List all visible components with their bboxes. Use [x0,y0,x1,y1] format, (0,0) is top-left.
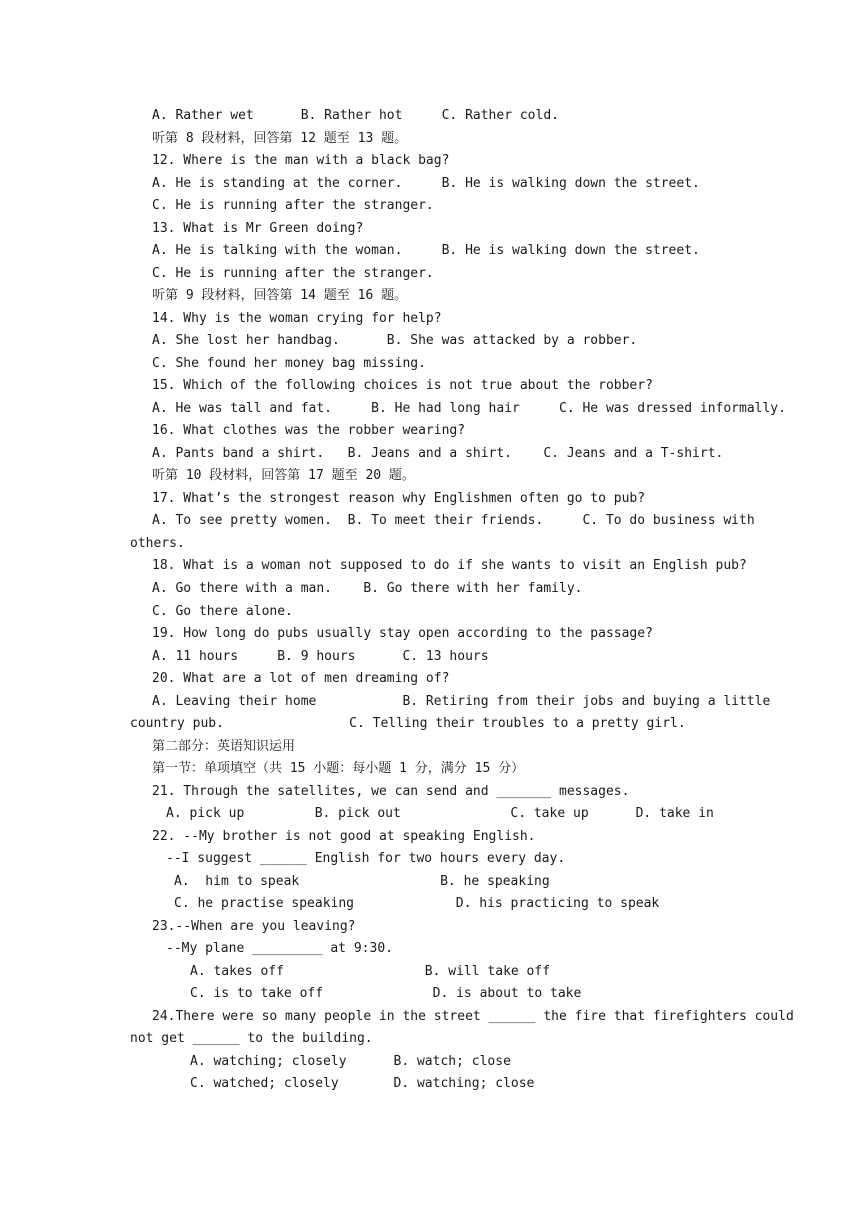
question-line: 12. Where is the man with a black bag? [152,153,450,168]
question-line: 21. Through the satellites, we can send and _______ messages. [152,784,630,799]
section-instruction: 听第 10 段材料，回答第 17 题至 20 题。 [152,468,415,483]
question-line: 19. How long do pubs usually stay open according to the passage? [152,626,653,641]
option-line: A. 11 hours B. 9 hours C. 13 hours [152,649,489,664]
option-line: A. takes off B. will take off [190,964,551,979]
option-line: C. He is running after the stranger. [152,198,434,213]
option-line: A. watching; closely B. watch; close [190,1054,511,1069]
question-line: 24.There were so many people in the street ______ the fire that firefighters could [152,1009,794,1024]
option-line: A. Go there with a man. B. Go there with her family. [152,581,583,596]
option-line: A. Rather wet B. Rather hot C. Rather cold. [152,108,559,123]
dialogue-line: --My plane _________ at 9:30. [166,941,393,956]
question-line: 15. Which of the following choices is not true about the robber? [152,378,653,393]
option-line: A. Pants band a shirt. B. Jeans and a shirt. C. Jeans and a T-shirt. [152,446,724,461]
option-line: C. he practise speaking D. his practicing to speak [174,896,660,911]
question-line: 22. --My brother is not good at speaking English. [152,829,536,844]
section-instruction: 听第 8 段材料，回答第 12 题至 13 题。 [152,131,408,146]
section-instruction: 听第 9 段材料，回答第 14 题至 16 题。 [152,288,408,303]
part-heading: 第二部分：英语知识运用 [152,739,296,754]
question-line: 16. What clothes was the robber wearing? [152,423,466,438]
option-line: A. He is standing at the corner. B. He is walking down the street. [152,176,700,191]
section-heading: 第一节：单项填空（共 15 小题：每小题 1 分，满分 15 分） [152,761,525,776]
option-line: A. him to speak B. he speaking [174,874,550,889]
option-line: C. He is running after the stranger. [152,266,434,281]
question-line: 18. What is a woman not supposed to do if she wants to visit an English pub? [152,558,747,573]
option-line: C. Go there alone. [152,604,293,619]
question-line: 23.--When are you leaving? [152,919,356,934]
option-line: C. She found her money bag missing. [152,356,426,371]
option-line: A. He is talking with the woman. B. He is walking down the street. [152,243,700,258]
question-line: 20. What are a lot of men dreaming of? [152,671,450,686]
option-line: A. Leaving their home B. Retiring from their jobs and buying a little [152,694,771,709]
option-line: A. She lost her handbag. B. She was attacked by a robber. [152,333,638,348]
option-line: A. pick up B. pick out C. take up D. take in [166,806,714,821]
option-line: C. watched; closely D. watching; close [190,1076,535,1091]
question-line-continued: not get ______ to the building. [130,1031,373,1046]
option-line-continued: country pub. C. Telling their troubles to a pretty girl. [130,716,686,731]
option-line: A. To see pretty women. B. To meet their friends. C. To do business with [152,513,755,528]
question-line: 17. What’s the strongest reason why Englishmen often go to pub? [152,491,646,506]
question-line: 14. Why is the woman crying for help? [152,311,442,326]
question-line: 13. What is Mr Green doing? [152,221,364,236]
option-line: A. He was tall and fat. B. He had long hair C. He was dressed informally. [152,401,786,416]
dialogue-line: --I suggest ______ English for two hours every day. [166,851,566,866]
option-line-continued: others. [130,536,185,551]
option-line: C. is to take off D. is about to take [190,986,582,1001]
